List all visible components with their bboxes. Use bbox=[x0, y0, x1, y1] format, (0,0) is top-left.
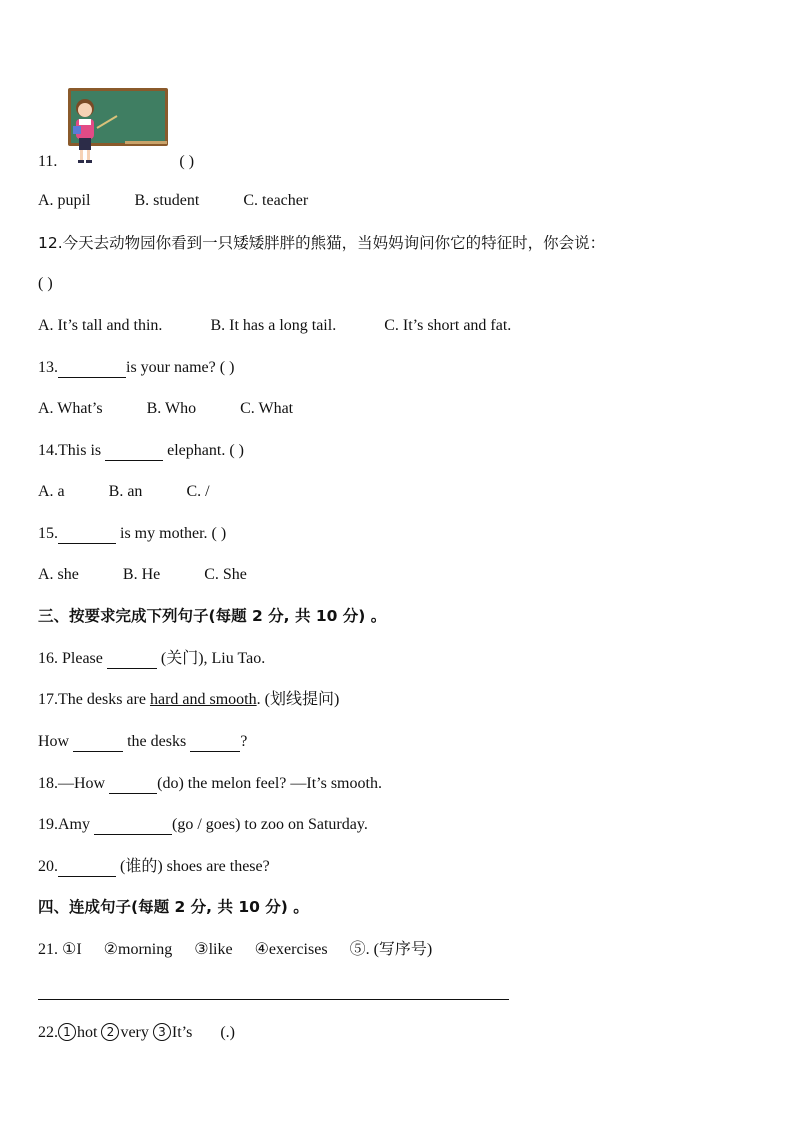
question-20 bbox=[38, 857, 270, 877]
blank bbox=[105, 444, 163, 461]
question-text: 17.The desks are bbox=[38, 691, 150, 708]
question-14-options bbox=[38, 482, 210, 502]
option-c: C. teacher bbox=[243, 192, 309, 209]
option-b: B. Who bbox=[146, 400, 197, 417]
option-c: C. / bbox=[186, 483, 210, 500]
option-a: A. It’s tall and thin. bbox=[38, 317, 163, 334]
question-12: 12.今天去动物园你看到一只矮矮胖胖的熊猫，当妈妈询问你它的特征时，你会说： bbox=[38, 234, 606, 252]
word-item: ③like bbox=[194, 941, 233, 958]
question-15-options bbox=[38, 565, 247, 585]
question-text: elephant. ( ) bbox=[163, 442, 244, 459]
circled-number: 1 bbox=[58, 1023, 76, 1041]
option-c: C. She bbox=[204, 566, 247, 583]
question-text: 14.This is bbox=[38, 442, 106, 459]
blank bbox=[190, 735, 240, 752]
question-text: 19.Amy bbox=[38, 816, 94, 833]
answer-line bbox=[38, 999, 509, 1000]
question-text: (谁的) shoes are these? bbox=[116, 858, 270, 875]
question-19 bbox=[38, 815, 368, 835]
word-item: ⑤. (写序号) bbox=[349, 941, 433, 958]
question-13 bbox=[38, 358, 234, 378]
section-4-heading: 四、连成句子(每题 2 分, 共 10 分) 。 bbox=[38, 898, 309, 916]
word-item: hot bbox=[77, 1024, 102, 1041]
question-number: 22. bbox=[38, 1024, 58, 1041]
question-text: . (划线提问) bbox=[256, 691, 340, 708]
question-number: 15. bbox=[38, 525, 58, 542]
question-text: ? bbox=[240, 733, 248, 750]
question-13-options bbox=[38, 399, 293, 419]
option-b: B. student bbox=[134, 192, 200, 209]
word-item: ①I bbox=[62, 941, 82, 958]
question-text: (go / goes) to zoo on Saturday. bbox=[172, 816, 368, 833]
option-b: B. He bbox=[122, 566, 161, 583]
question-17 bbox=[38, 690, 339, 710]
word-item: (.) bbox=[220, 1024, 235, 1041]
question-16 bbox=[38, 649, 265, 669]
question-12-options bbox=[38, 316, 511, 336]
answer-paren: ( ) bbox=[179, 153, 195, 170]
question-17-answer bbox=[38, 732, 247, 752]
question-11-options bbox=[38, 191, 308, 211]
blank bbox=[58, 527, 116, 544]
question-text: How bbox=[38, 733, 74, 750]
question-number: 20. bbox=[38, 858, 58, 875]
question-number: 13. bbox=[38, 359, 58, 376]
option-a: A. pupil bbox=[38, 192, 91, 209]
question-12-paren: ( ) bbox=[38, 275, 53, 292]
circled-number: 3 bbox=[153, 1023, 171, 1041]
underlined-text: hard and smooth bbox=[149, 691, 257, 708]
question-number: 11. bbox=[38, 153, 58, 170]
word-item: ②morning bbox=[103, 941, 173, 958]
question-text: 18.—How bbox=[38, 775, 110, 792]
option-b: B. an bbox=[108, 483, 143, 500]
question-text: (do) the melon feel? —It’s smooth. bbox=[157, 775, 382, 792]
question-14 bbox=[38, 441, 244, 461]
blank bbox=[109, 777, 157, 794]
word-item: very bbox=[120, 1024, 153, 1041]
question-text: the desks bbox=[123, 733, 191, 750]
blank bbox=[58, 361, 126, 378]
question-text: is my mother. ( ) bbox=[116, 525, 227, 542]
word-item: ④exercises bbox=[254, 941, 328, 958]
circled-number: 2 bbox=[101, 1023, 119, 1041]
question-15 bbox=[38, 524, 226, 544]
question-text: (关门), Liu Tao. bbox=[156, 650, 266, 667]
option-a: A. she bbox=[38, 566, 79, 583]
blank bbox=[73, 735, 123, 752]
blank bbox=[107, 652, 157, 669]
option-c: C. It’s short and fat. bbox=[384, 317, 512, 334]
option-c: C. What bbox=[240, 400, 294, 417]
question-text: is your name? ( ) bbox=[126, 359, 235, 376]
blank bbox=[58, 860, 116, 877]
question-18 bbox=[38, 774, 382, 794]
section-3-heading: 三、按要求完成下列句子(每题 2 分, 共 10 分) 。 bbox=[38, 607, 387, 625]
option-b: B. It has a long tail. bbox=[210, 317, 337, 334]
question-text: 16. Please bbox=[38, 650, 107, 667]
question-22 bbox=[38, 1023, 235, 1043]
option-a: A. a bbox=[38, 483, 65, 500]
question-11 bbox=[38, 152, 194, 172]
question-21 bbox=[38, 940, 432, 960]
option-a: A. What’s bbox=[38, 400, 103, 417]
word-item: It’s bbox=[171, 1024, 193, 1041]
blank bbox=[94, 818, 172, 835]
question-number: 21. bbox=[38, 941, 62, 958]
